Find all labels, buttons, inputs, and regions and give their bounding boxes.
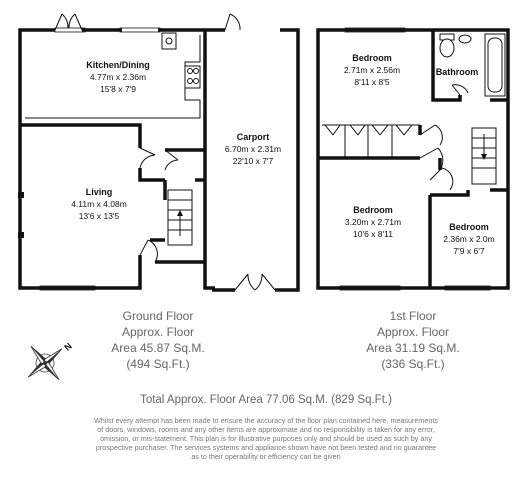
caption-line: Area 31.19 Sq.M.: [366, 341, 460, 355]
caption-line: Approx. Floor: [376, 325, 450, 339]
room-dim-imperial: 13'6 x 13'5: [78, 211, 120, 221]
carport-door: [225, 14, 240, 30]
room-name: Carport: [236, 132, 270, 142]
caption-line: Approx. Floor: [121, 325, 195, 339]
first-floor-caption: [366, 309, 459, 371]
room-dim-metric: 3.20m x 2.71m: [344, 217, 402, 227]
room-name: Bedroom: [353, 205, 393, 215]
bathroom-door: [452, 85, 468, 95]
kitchen-window: [55, 28, 85, 32]
caption-line: Ground Floor: [122, 309, 194, 323]
toilet-icon: [440, 34, 454, 57]
disclaimer-line: of doors, windows, rooms and any other items are approximate and no responsibility is taken for any error,: [97, 425, 435, 434]
room-name: Living: [85, 187, 113, 197]
front-door: [140, 240, 157, 262]
disclaimer: [94, 416, 438, 461]
bath-icon: [485, 34, 505, 96]
bedroom-door: [430, 168, 453, 190]
compass-north-label: N: [62, 340, 74, 353]
disclaimer-line: as to their operability or efficiency can be given: [191, 452, 341, 461]
disclaimer-line: Whilst every attempt has been made to ensure the accuracy of the floor plan contained here, measurements: [94, 416, 438, 425]
hall-door: [165, 150, 178, 170]
room-name: Bedroom: [352, 53, 392, 63]
room-dim-metric: 2.71m x 2.56m: [343, 65, 401, 75]
room-name: Bathroom: [435, 67, 479, 77]
room-dim-metric: 4.11m x 4.08m: [71, 199, 127, 209]
living-door: [140, 148, 155, 168]
kitchen-window: [120, 28, 160, 32]
total-area: Total Approx. Floor Area 77.06 Sq.M. (829 Sq.Ft.): [140, 394, 392, 406]
room-dim-imperial: 8'11 x 8'5: [354, 77, 390, 87]
room-name: Kitchen/Dining: [86, 60, 150, 70]
room-dim-imperial: 22'10 x 7'7: [232, 156, 274, 166]
caption-line: 1st Floor: [389, 309, 437, 323]
basin-icon: [459, 35, 471, 43]
room-dim-metric: 6.70m x 2.31m: [224, 144, 282, 154]
room-dim-imperial: 15'8 x 7'9: [100, 84, 136, 94]
room-dim-imperial: 10'6 x 8'11: [353, 229, 393, 239]
caption-line: Area 45.87 Sq.M.: [111, 341, 205, 355]
room-dim-metric: 4.77m x 2.36m: [89, 72, 147, 82]
disclaimer-line: omission, or mis-statement. This plan is for illustrative purposes only and should be used as such by any: [100, 434, 432, 443]
ground-floor-caption: [111, 309, 204, 371]
room-dim-imperial: 7'9 x 6'7: [453, 246, 485, 256]
room-dim-metric: 2.36m x 2.0m: [443, 234, 495, 244]
caption-line: (494 Sq.Ft.): [126, 357, 190, 371]
carport-doors: [235, 274, 275, 290]
disclaimer-line: prospective purchaser. The services systems and appliance shown have not been tested and no guarantee: [95, 443, 437, 452]
stairs-ground: [168, 190, 192, 245]
room-name: Bedroom: [449, 222, 489, 232]
bedroom-door: [420, 125, 442, 145]
stairs-first: [472, 128, 496, 184]
sink-icon: [162, 33, 176, 49]
caption-line: (336 Sq.Ft.): [381, 357, 445, 371]
